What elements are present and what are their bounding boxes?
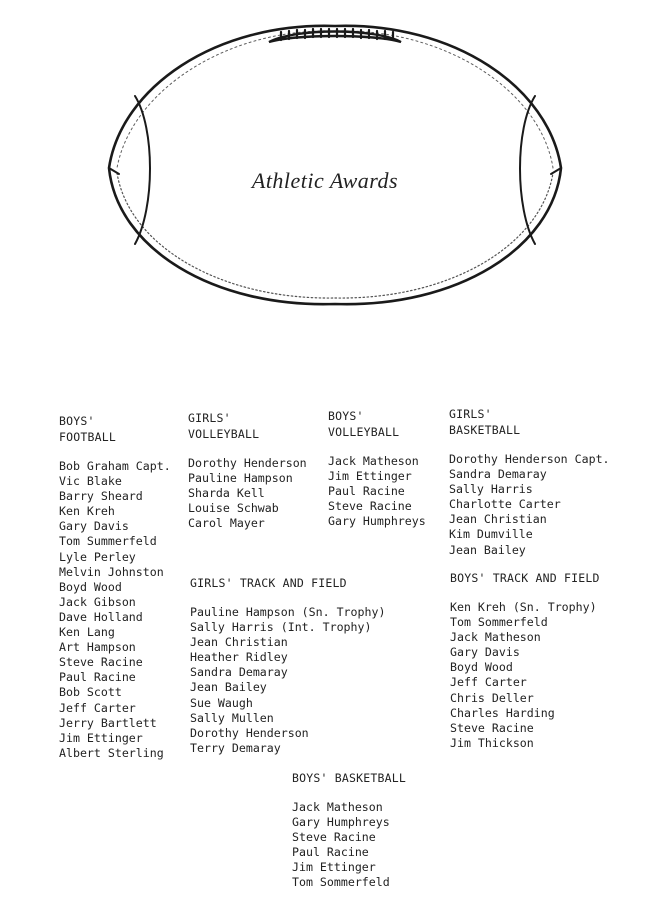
- list-item: Ken Kreh: [59, 504, 115, 519]
- list-item: Terry Demaray: [190, 740, 281, 755]
- list-item: Jack Matheson: [450, 630, 541, 645]
- list-item: Gary Humphreys: [328, 514, 426, 529]
- list-item: Jack Matheson: [292, 800, 383, 814]
- boys-basketball-section: [292, 770, 406, 891]
- list-item: Jim Ettinger: [59, 730, 143, 745]
- list-item: Kim Dumville: [449, 527, 533, 542]
- list-item: Boyd Wood: [59, 579, 122, 594]
- list-item: Carol Mayer: [188, 516, 265, 531]
- list-item: Heather Ridley: [190, 650, 288, 665]
- list-item: Jeff Carter: [59, 700, 136, 715]
- list-item: Dorothy Henderson Capt.: [449, 452, 610, 466]
- list-item: Steve Racine: [292, 830, 376, 845]
- name-list: [292, 800, 406, 891]
- list-item: Albert Sterling: [59, 745, 164, 760]
- list-item: Jim Ettinger: [292, 860, 376, 875]
- name-list: [328, 454, 426, 529]
- list-item: Louise Schwab: [188, 501, 279, 516]
- list-item: Steve Racine: [450, 720, 534, 735]
- list-item: Sandra Demaray: [449, 467, 547, 482]
- list-item: Dave Holland: [59, 609, 143, 624]
- list-item: Gary Davis: [450, 645, 520, 660]
- boys-track-section: [450, 570, 600, 751]
- laces: [281, 29, 393, 40]
- list-item: Steve Racine: [328, 499, 412, 514]
- list-item: Charlotte Carter: [449, 497, 561, 512]
- list-item: Paul Racine: [59, 670, 136, 685]
- list-item: Sharda Kell: [188, 486, 265, 501]
- list-item: Tom Summerfeld: [59, 534, 157, 549]
- name-list: [450, 600, 600, 751]
- list-item: Jim Ettinger: [328, 469, 412, 484]
- list-item: Sue Waugh: [190, 695, 253, 710]
- boys-football-section: [59, 413, 171, 761]
- list-item: Tom Sommerfeld: [292, 875, 390, 890]
- list-item: Sally Harris (Int. Trophy): [190, 620, 372, 635]
- list-item: Ken Lang: [59, 625, 115, 640]
- list-item: Pauline Hampson: [188, 471, 293, 486]
- list-item: Bob Graham Capt.: [59, 459, 171, 473]
- list-item: Paul Racine: [328, 484, 405, 499]
- list-item: Jack Matheson: [328, 454, 419, 468]
- list-item: Sally Harris: [449, 482, 533, 497]
- list-item: Gary Humphreys: [292, 815, 390, 830]
- list-item: Jim Thickson: [450, 735, 534, 750]
- list-item: Chris Deller: [450, 690, 534, 705]
- section-heading: BOYS' TRACK AND FIELD: [450, 571, 600, 585]
- list-item: Sandra Demaray: [190, 665, 288, 680]
- section-heading: GIRLS' VOLLEYBALL: [188, 411, 260, 441]
- list-item: Jean Christian: [449, 512, 547, 527]
- list-item: Vic Blake: [59, 474, 122, 489]
- name-list: [59, 459, 171, 761]
- page-title: Athletic Awards: [251, 168, 399, 193]
- list-item: Pauline Hampson (Sn. Trophy): [190, 605, 386, 619]
- section-heading: BOYS' FOOTBALL: [59, 414, 116, 444]
- list-item: Boyd Wood: [450, 660, 513, 675]
- section-heading: BOYS' BASKETBALL: [292, 771, 406, 785]
- list-item: Sally Mullen: [190, 710, 274, 725]
- list-item: Melvin Johnston: [59, 564, 164, 579]
- list-item: Dorothy Henderson: [188, 456, 307, 470]
- list-item: Paul Racine: [292, 845, 369, 860]
- girls-volleyball-section: [188, 410, 307, 531]
- list-item: Jean Bailey: [449, 542, 526, 557]
- section-heading: GIRLS' TRACK AND FIELD: [190, 576, 347, 590]
- list-item: Tom Sommerfeld: [450, 615, 548, 630]
- girls-basketball-section: [449, 406, 610, 558]
- list-item: Art Hampson: [59, 640, 136, 655]
- list-item: Gary Davis: [59, 519, 129, 534]
- list-item: Lyle Perley: [59, 549, 136, 564]
- list-item: Jean Bailey: [190, 680, 267, 695]
- list-item: Barry Sheard: [59, 489, 143, 504]
- list-item: Jerry Bartlett: [59, 715, 157, 730]
- section-heading: BOYS' VOLLEYBALL: [328, 409, 400, 439]
- list-item: Jack Gibson: [59, 594, 136, 609]
- list-item: Charles Harding: [450, 705, 555, 720]
- list-item: Ken Kreh (Sn. Trophy): [450, 600, 597, 614]
- football-outline: [109, 26, 561, 304]
- section-heading: GIRLS' BASKETBALL: [449, 407, 521, 437]
- name-list: [188, 456, 307, 531]
- name-list: [190, 605, 385, 756]
- list-item: Bob Scott: [59, 685, 122, 700]
- name-list: [449, 452, 610, 558]
- girls-track-section: [190, 575, 385, 756]
- football-illustration: [95, 18, 575, 310]
- list-item: Steve Racine: [59, 655, 143, 670]
- list-item: Jeff Carter: [450, 675, 527, 690]
- list-item: Jean Christian: [190, 635, 288, 650]
- list-item: Dorothy Henderson: [190, 725, 309, 740]
- boys-volleyball-section: [328, 408, 426, 529]
